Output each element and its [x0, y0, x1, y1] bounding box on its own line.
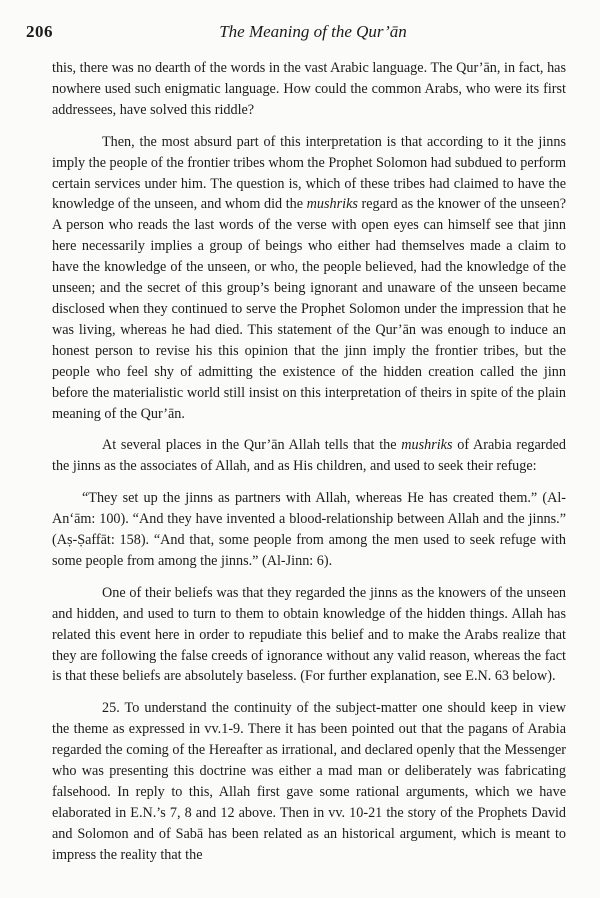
- paragraph-text: regard as the knower of the unseen? A person who reads the last words of the verse with open eyes can himself see that jinn here necessarily implies a group of beings who either had themselves made a claim to have the knowledge of the unseen, or who, the people believed, had the knowledge of the unseen; and the secret of this group’s being ignorant and unaware of the unseen became disclosed when they continued to serve the Prophet Solomon under the impression that he was living, whereas he had died. This statement of the Qur’ān was enough to induce an honest person to revise his this opinion that the jinn imply the frontier tribes, but the people who feel shy of admitting the existence of the hidden creation called the jinn before the materialistic world still insist on this interpretation of theirs in spite of the plain meaning of the Qur’ān.: [52, 196, 566, 422]
- paragraph-absurd-interpretation: [52, 132, 566, 425]
- paragraph-note-25: 25. To understand the continuity of the subject-matter one should keep in view the theme as expressed in vv.1-9. There it has been pointed out that the pagans of Arabia regarded the coming of the Hereafter as irrational, and declared openly that the Messenger who was presenting this doctrine was either a mad man or deliberately was fabricating falsehood. In reply to this, Allah first gave some rational arguments, which we have elaborated in E.N.’s 7, 8 and 12 above. Then in vv. 10-21 the story of the Prophets David and Solomon and of Sabā has been related as an historical argument, which is meant to impress the reality that the: [52, 700, 566, 863]
- paragraph-text: At several places in the Qur’ān Allah tells that the: [102, 437, 402, 454]
- paragraph-text: of Arabia regarded the jinns as the associates of Allah, and as His children, and used to seek their refuge:: [52, 437, 566, 475]
- paragraph-mushriks-of-arabia: [52, 435, 566, 477]
- quotation-paragraph: “They set up the jinns as partners with Allah, whereas He has created them.” (Al-An‘ām: 100). “And they have invented a blood-relationship between Allah and the jinns.” (Aṣ-Ṣaffāt: 158). “And that, some people from among the men used to seek refuge with some people from among the jinns.” (Al-Jinn: 6).: [52, 490, 566, 569]
- paragraph-beliefs: One of their beliefs was that they regarded the jinns as the knowers of the unseen and hidden, and used to turn to them to obtain knowledge of the hidden things. Allah has related this event here in order to repudiate this belief and to make the Arabs realize that they are following the false creeds of ignorance without any valid reason, whereas the fact is that these beliefs are absolutely baseless. (For further explanation, see E.N. 63 below).: [52, 584, 566, 685]
- paragraph-text: Then, the most absurd part of this interpretation is that according to it the jinns imply the people of the frontier tribes whom the Prophet Solomon had subdued to perform certain services under him. The question is, which of these tribes had claimed to have the knowledge of the unseen, and whom did the: [52, 133, 566, 213]
- italic-term: mushriks: [306, 196, 358, 213]
- running-title: The Meaning of the Qur’ān: [219, 22, 407, 41]
- page-number: 206: [26, 22, 53, 41]
- italic-term: mushriks: [401, 437, 453, 454]
- paragraph-continuation: this, there was no dearth of the words in the vast Arabic language. The Qur’ān, in fact, has nowhere used such enigmatic language. How could the common Arabs, who were its first addressees, have solved this riddle?: [52, 60, 566, 118]
- page-header: [26, 22, 570, 46]
- page-body: [52, 58, 566, 866]
